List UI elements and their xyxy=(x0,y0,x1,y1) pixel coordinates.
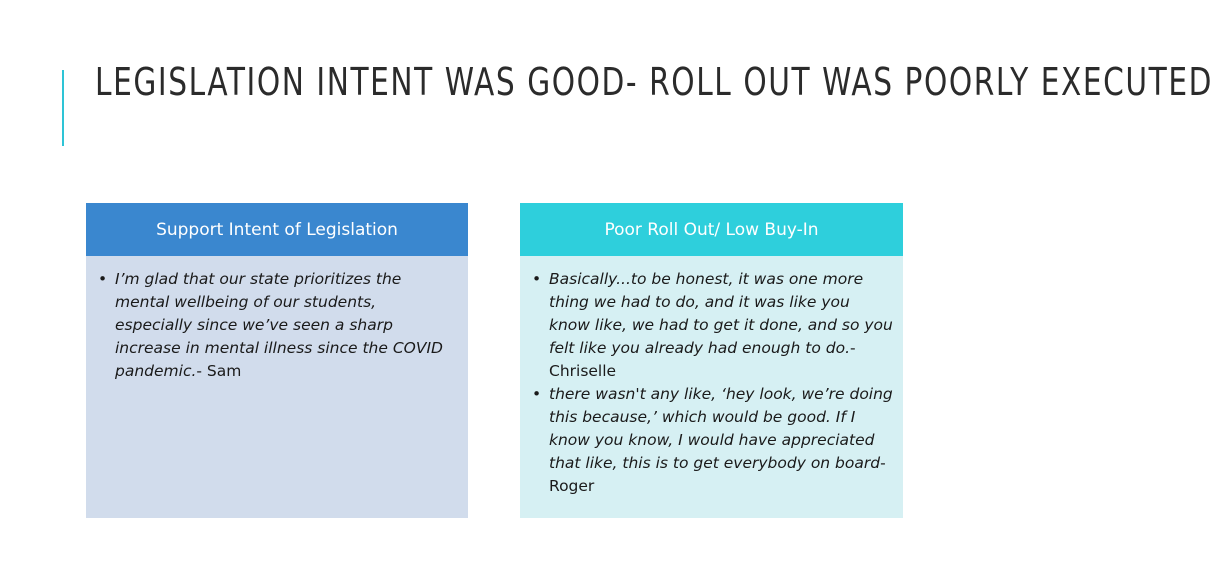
quote-attribution: - Sam xyxy=(196,362,242,380)
bullet-item xyxy=(532,383,893,498)
bullet-list xyxy=(98,268,458,383)
panel-header-support-intent: Support Intent of Legislation xyxy=(86,203,468,256)
quote-text: Basically...to be honest, it was one more thing we had to do, and it was like you know like, we had to get it done, and so you felt like you already had enough to do. xyxy=(549,270,893,357)
bullet-item xyxy=(98,268,458,383)
panel-header-poor-rollout: Poor Roll Out/ Low Buy-In xyxy=(520,203,903,256)
quote-attribution: - Chriselle xyxy=(549,339,856,380)
panel-body-support-intent xyxy=(86,256,468,518)
title-accent-bar xyxy=(62,70,64,146)
quote-text: I’m glad that our state prioritizes the mental wellbeing of our students, especially since we’ve seen a sharp increase in mental illness since the COVID pandemic. xyxy=(115,270,443,380)
bullet-list xyxy=(532,268,893,498)
bullet-item xyxy=(532,268,893,383)
poor-rollout-panel xyxy=(520,203,903,518)
quote-text: there wasn't any like, ‘hey look, we’re doing this because,’ which would be good. If I know you know, I would have appreciated that like, this is to get everybody on board xyxy=(549,385,893,472)
support-intent-panel xyxy=(86,203,468,518)
quote-attribution: - Roger xyxy=(549,454,886,495)
slide-title: LEGISLATION INTENT WAS GOOD- ROLL OUT WAS POORLY EXECUTED xyxy=(95,60,1213,104)
panel-body-poor-rollout xyxy=(520,256,903,518)
